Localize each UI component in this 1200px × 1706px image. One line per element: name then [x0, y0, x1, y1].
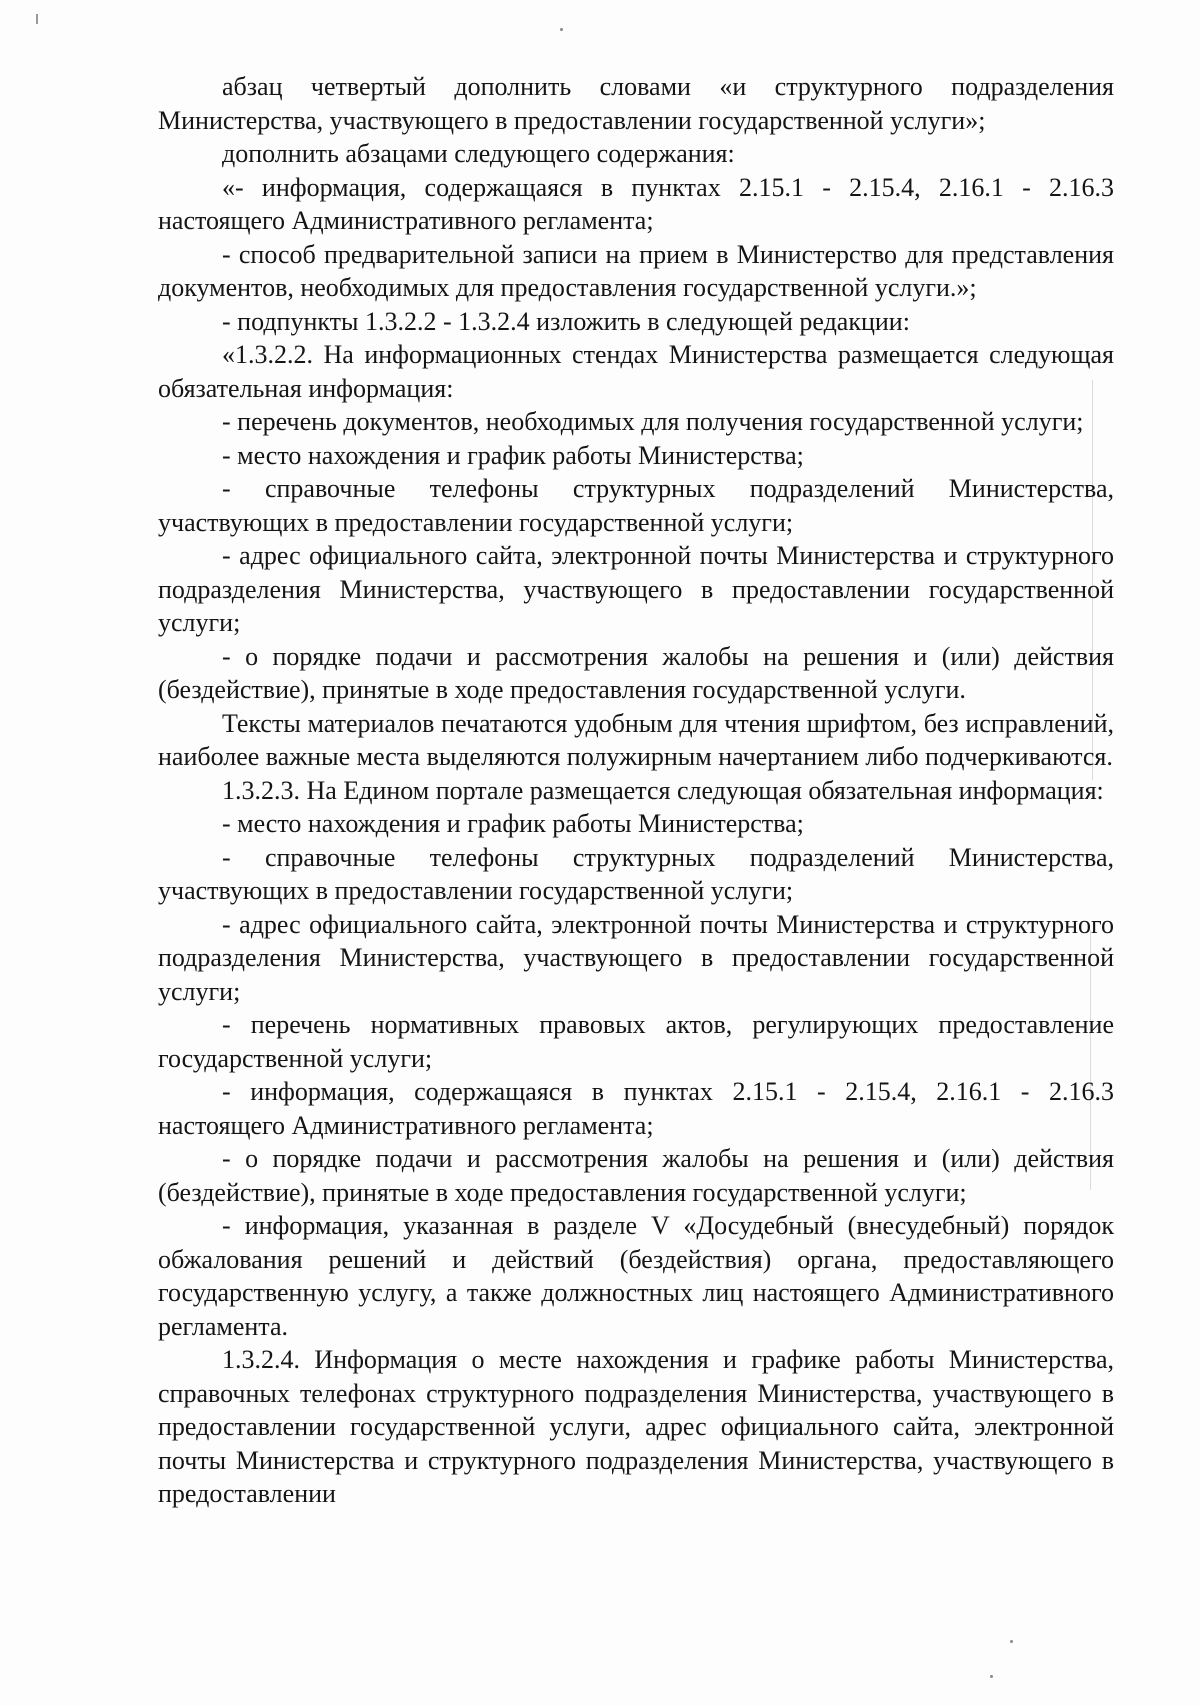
paragraph: - подпункты 1.3.2.2 - 1.3.2.4 изложить в следующей редакции: [222, 306, 910, 336]
scan-speck [560, 28, 563, 31]
paragraph: - о порядке подачи и рассмотрения жалобы на решения и (или) действия (бездействие), принятые в ходе предоставления государственной услуги; [158, 1144, 1114, 1207]
paragraph: «- информация, содержащаяся в пунктах 2.15.1 - 2.15.4, 2.16.1 - 2.16.3 настоящего Административного регламента; [158, 172, 1114, 235]
paragraph: - адрес официального сайта, электронной почты Министерства и структурного подразделения Министерства, участвующего в предоставлении государственной услуги; [158, 541, 1114, 637]
paragraph: - место нахождения и график работы Министерства; [222, 440, 804, 470]
paragraph: дополнить абзацами следующего содержания: [222, 139, 735, 168]
paragraph: - способ предварительной записи на прием в Министерство для представления документов, необходимых для предоставления государственной услуги.»; [158, 239, 1114, 302]
scan-speck [1010, 1640, 1013, 1643]
paragraph: Тексты материалов печатаются удобным для чтения шрифтом, без исправлений, наиболее важные места выделяются полужирным начертанием либо подчеркиваются. [158, 708, 1114, 771]
document-body [158, 70, 1114, 1511]
paragraph: - адрес официального сайта, электронной почты Министерства и структурного подразделения Министерства, участвующего в предоставлении государственной услуги; [158, 909, 1114, 1006]
paragraph: 1.3.2.3. На Едином портале размещается следующая обязательная информация: [222, 775, 1104, 805]
paragraph: - информация, указанная в разделе V «Досудебный (внесудебный) порядок обжалования решений и действий (бездействия) органа, предоставляющего государственную услугу, а также должностных лиц настоящего Административного регламента. [158, 1211, 1114, 1341]
scan-edge-mark-top [36, 14, 38, 24]
paragraph: - перечень нормативных правовых актов, регулирующих предоставление государственной услуги; [158, 1010, 1114, 1073]
paragraph: - справочные телефоны структурных подразделений Министерства, участвующих в предоставлении государственной услуги; [158, 842, 1114, 905]
paragraph: абзац четвертый дополнить словами «и структурного подразделения Министерства, участвующего в предоставлении государственной услуги»; [158, 72, 1114, 135]
paragraph: 1.3.2.4. Информация о месте нахождения и графике работы Министерства, справочных телефонах структурного подразделения Министерства, участвующего в предоставлении государственной услуги, адрес официального сайта, электронной почты Министерства и структурного подразделения Министерства, участвующего в предоставлении [158, 1345, 1114, 1508]
paragraph: - справочные телефоны структурных подразделений Министерства, участвующих в предоставлении государственной услуги; [158, 474, 1114, 537]
paragraph: - о порядке подачи и рассмотрения жалобы на решения и (или) действия (бездействие), принятые в ходе предоставления государственной услуги. [158, 641, 1114, 704]
paragraph: - информация, содержащаяся в пунктах 2.15.1 - 2.15.4, 2.16.1 - 2.16.3 настоящего Административного регламента; [158, 1077, 1114, 1140]
paragraph: «1.3.2.2. На информационных стендах Министерства размещается следующая обязательная информация: [158, 340, 1114, 403]
scan-speck [990, 1675, 993, 1678]
paragraph: - перечень документов, необходимых для получения государственной услуги; [222, 407, 1084, 436]
paragraph: - место нахождения и график работы Министерства; [222, 809, 804, 838]
